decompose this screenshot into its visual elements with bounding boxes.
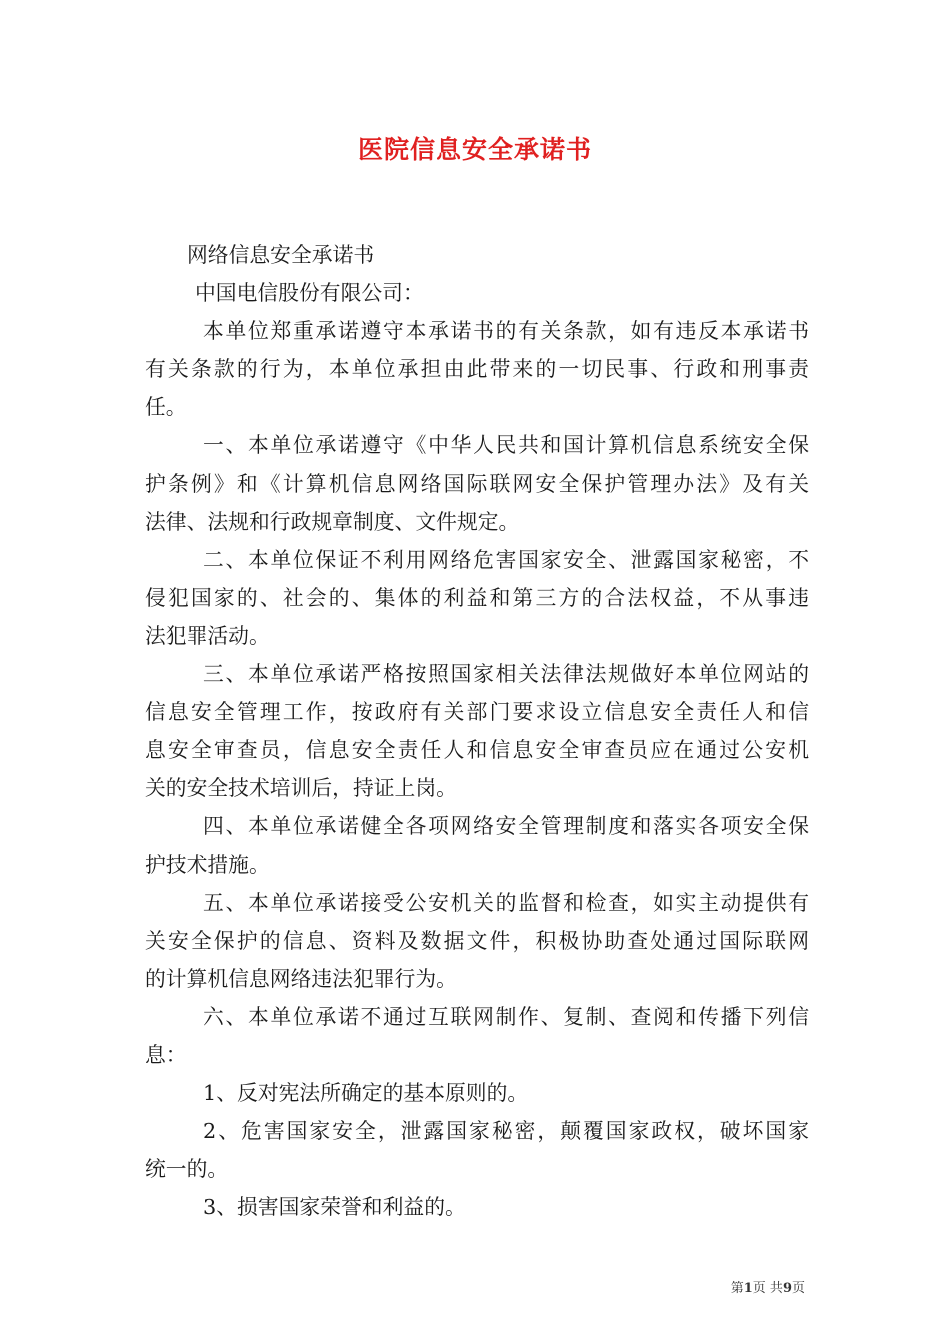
clause-5-line: 五、本单位承诺接受公安机关的监督和检查，如实主动提供有 [203,890,809,915]
list-item-3: 3、损害国家荣誉和利益的。 [203,1195,466,1220]
clause-3-line: 息安全审查员，信息安全责任人和信息安全审查员应在通过公安机 [145,738,809,763]
page-footer [731,1277,805,1296]
salutation: 中国电信股份有限公司： [195,281,424,306]
footer-prefix: 第 [730,1281,744,1296]
clause-5-line: 关安全保护的信息、资料及数据文件，积极协助查处通过国际联网 [145,928,809,953]
page-title: 医院信息安全承诺书 [357,135,592,164]
clause-5-line: 的计算机信息网络违法犯罪行为。 [145,966,457,991]
clause-1-line: 一、本单位承诺遵守《中华人民共和国计算机信息系统安全保 [203,433,809,458]
total-page-number: 9 [782,1281,792,1296]
clause-1-line: 法律、法规和行政规章制度、文件规定。 [145,509,520,534]
intro-line: 本单位郑重承诺遵守本承诺书的有关条款，如有违反本承诺书 [203,319,809,344]
document-body [145,236,809,1226]
clause-3-line: 信息安全管理工作，按政府有关部门要求设立信息安全责任人和信 [145,700,809,725]
intro-line: 任。 [145,395,187,420]
clause-4-line: 四、本单位承诺健全各项网络安全管理制度和落实各项安全保 [203,814,809,839]
footer-middle: 页 共 [752,1281,783,1296]
list-item-1: 1、反对宪法所确定的基本原则的。 [203,1081,529,1106]
clause-4-line: 护技术措施。 [145,852,270,877]
clause-3-line: 三、本单位承诺严格按照国家相关法律法规做好本单位网站的 [203,662,809,687]
list-item-2: 2、危害国家安全，泄露国家秘密，颠覆国家政权，破坏国家 [203,1119,809,1144]
current-page-number: 1 [743,1281,753,1296]
clause-6-line: 息： [145,1042,187,1067]
clause-2-line: 侵犯国家的、社会的、集体的利益和第三方的合法权益，不从事违 [145,585,809,610]
intro-line: 有关条款的行为，本单位承担由此带来的一切民事、行政和刑事责 [145,357,809,382]
clause-6-line: 六、本单位承诺不通过互联网制作、复制、查阅和传播下列信 [203,1004,809,1029]
clause-3-line: 关的安全技术培训后，持证上岗。 [145,776,457,801]
footer-suffix: 页 [791,1281,805,1296]
list-item-2-cont: 统一的。 [145,1157,229,1182]
clause-1-line: 护条例》和《计算机信息网络国际联网安全保护管理办法》及有关 [145,471,809,496]
clause-2-line: 法犯罪活动。 [145,623,270,648]
clause-2-line: 二、本单位保证不利用网络危害国家安全、泄露国家秘密，不 [203,547,809,572]
document-heading: 网络信息安全承诺书 [187,243,375,267]
